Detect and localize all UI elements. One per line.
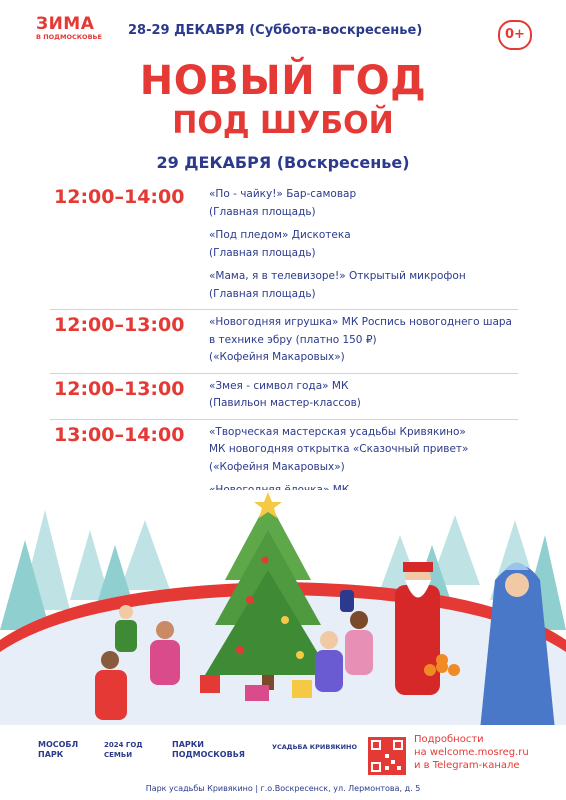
schedule-event (209, 268, 518, 303)
logo-subtitle: В ПОДМОСКОВЬЕ (36, 33, 102, 41)
schedule (50, 182, 518, 523)
qr-code-icon[interactable] (368, 737, 406, 775)
winter-illustration (0, 490, 566, 740)
schedule-events (209, 314, 518, 367)
logo-krivyakino-estate: УСАДЬБА КРИВЯКИНО (272, 743, 357, 751)
logo-mosobl-park: МОСОБЛ ПАРК (38, 740, 79, 759)
more-info-line: и в Telegram-канале (414, 760, 520, 771)
age-rating-badge: 0+ (498, 20, 532, 50)
logo-title: ЗИМА (36, 14, 95, 34)
event-line: «Новогодняя игрушка» МК Роспись новогоднего шара (209, 316, 512, 328)
event-line: МК новогодняя открытка «Сказочный привет» (209, 443, 469, 455)
event-line: (Главная площадь) (209, 246, 316, 259)
logo-parks-podmoskovya: ПАРКИ ПОДМОСКОВЬЯ (172, 740, 245, 759)
event-line: (Главная площадь) (209, 287, 316, 300)
schedule-row (50, 374, 518, 420)
event-line: (Павильон мастер-классов) (209, 397, 361, 409)
schedule-events (209, 378, 518, 413)
event-line: «Под пледом» Дискотека (209, 229, 351, 241)
schedule-events (209, 186, 518, 303)
schedule-event (209, 378, 518, 413)
schedule-time: 12:00–13:00 (54, 377, 185, 400)
more-info-line: Подробности (414, 734, 484, 745)
zima-logo (36, 16, 106, 41)
logo-year-of-family: 2024 ГОД СЕМЬИ (104, 741, 143, 759)
event-line: «Змея - символ года» МК (209, 379, 349, 392)
more-info[interactable] (414, 733, 529, 772)
more-info-line[interactable]: на welcome.mosreg.ru (414, 747, 529, 758)
page-subtitle: ПОД ШУБОЙ (172, 106, 394, 141)
schedule-row (50, 310, 518, 374)
schedule-row (50, 182, 518, 310)
event-line: «По - чайку!» Бар-самовар (209, 188, 357, 200)
day-heading: 29 ДЕКАБРЯ (Воскресенье) (156, 153, 410, 172)
schedule-event (209, 314, 518, 367)
schedule-time: 13:00–14:00 (54, 423, 185, 446)
page-title: НОВЫЙ ГОД (139, 58, 427, 104)
schedule-time: 12:00–13:00 (54, 314, 185, 336)
event-line: («Кофейня Макаровых») (209, 460, 345, 473)
event-dates: 28-29 ДЕКАБРЯ (Суббота-воскресенье) (128, 23, 423, 38)
schedule-event (209, 424, 518, 477)
schedule-event (209, 227, 518, 262)
event-line: «Творческая мастерская усадьбы Кривякино» (209, 425, 466, 438)
event-line: «Мама, я в телевизоре!» Открытый микрофон (209, 270, 466, 282)
address: Парк усадьбы Кривякино | г.о.Воскресенск, ул. Лермонтова, д. 5 (145, 784, 421, 793)
event-line: в технике эбру (платно 150 ₽) (209, 333, 377, 346)
event-line: («Кофейня Макаровых») (209, 351, 345, 363)
schedule-event (209, 186, 518, 221)
event-line: (Главная площадь) (209, 205, 316, 218)
schedule-time: 12:00–14:00 (54, 186, 185, 208)
